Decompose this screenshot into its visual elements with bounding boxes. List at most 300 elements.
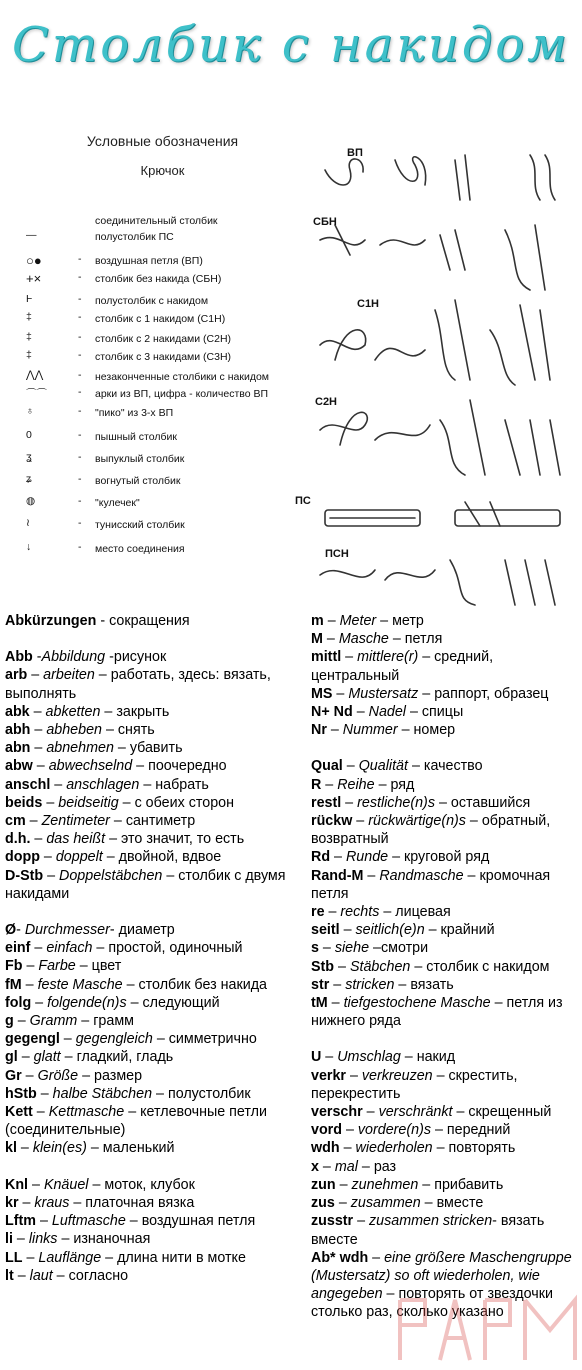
russian-translation: раз — [373, 1158, 397, 1175]
abbreviation-term: arb — [5, 667, 28, 684]
separator: – — [420, 1195, 437, 1212]
german-term: tiefgestochene Masche — [343, 995, 491, 1012]
separator: – — [394, 976, 411, 993]
russian-translation: поочередно — [148, 758, 227, 775]
diagram-label-s1n: С1Н — [357, 298, 380, 310]
diagram-label-psn: ПСН — [325, 548, 349, 560]
separator: – — [102, 849, 119, 866]
abbreviation-term: vord — [311, 1122, 342, 1139]
separator: – — [25, 813, 42, 830]
abbreviation-entry — [5, 648, 301, 666]
separator: – — [368, 1249, 385, 1266]
separator: – — [86, 1140, 103, 1157]
russian-translation: прибавить — [434, 1176, 504, 1193]
separator: – — [105, 831, 122, 848]
spacer — [311, 1030, 579, 1048]
legend-row — [20, 451, 305, 469]
german-term: rechts — [340, 904, 380, 921]
separator: – — [418, 649, 435, 666]
separator: – — [362, 1104, 379, 1121]
abbreviation-term: x — [311, 1158, 319, 1175]
separator: – — [327, 995, 344, 1012]
separator: – — [335, 1176, 352, 1193]
separator: - — [109, 922, 119, 939]
tunisian-icon: ≀ — [26, 517, 30, 529]
abbreviation-entry — [5, 1267, 301, 1285]
russian-translation: средний, центральный — [311, 649, 494, 684]
separator: – — [13, 1013, 30, 1030]
separator: – — [321, 1049, 338, 1066]
stitch-illustrations — [305, 130, 575, 615]
legend-row — [20, 229, 305, 247]
german-term: restliche(n)s — [357, 794, 435, 811]
abbreviation-term: Lftm — [5, 1213, 36, 1230]
arch-icon: ⌒⌒ — [26, 388, 47, 400]
separator: – — [432, 1140, 449, 1157]
russian-translation: длина нити в мотке — [117, 1249, 246, 1266]
separator: – — [78, 1067, 95, 1084]
abbreviation-term: hStb — [5, 1085, 37, 1102]
abbreviations-right-column — [311, 612, 579, 1322]
separator: – — [463, 867, 480, 884]
german-term: Zentimeter — [41, 813, 110, 830]
legend-text: полустолбик с накидом — [95, 295, 209, 307]
abbreviation-term: Rand-M — [311, 867, 364, 884]
abbreviation-term: kr — [5, 1194, 19, 1211]
separator: - — [96, 613, 110, 629]
abbreviation-term: Nr — [311, 722, 327, 739]
russian-translation: столбик без накида — [138, 976, 268, 993]
russian-translation: маленький — [102, 1140, 175, 1157]
separator: – — [57, 1231, 74, 1248]
abbreviation-term: m — [311, 613, 324, 629]
sunken-icon: ʑ — [26, 473, 32, 485]
abbreviation-term: abn — [5, 740, 31, 757]
russian-translation: раппорт, образец — [434, 685, 549, 702]
chain-loop-icon: ○● — [26, 253, 42, 268]
separator: – — [334, 1195, 351, 1212]
separator: – — [418, 1176, 435, 1193]
legend-dash: - — [78, 271, 82, 283]
russian-translation: закрыть — [116, 703, 170, 720]
russian-translation: симметрично — [168, 1031, 257, 1048]
separator: - — [32, 649, 42, 666]
separator: – — [431, 1122, 447, 1139]
half-dc-icon: Ⱶ — [26, 293, 33, 305]
legend-dash: - — [78, 405, 82, 417]
german-term: feste Masche — [37, 976, 123, 993]
separator: – — [29, 703, 46, 720]
german-term: einfach — [46, 940, 93, 957]
abbreviation-term: Abb — [5, 649, 33, 666]
abbreviation-entry — [5, 848, 301, 866]
abbreviation-entry — [311, 1048, 579, 1066]
german-term: zusammen stricken — [369, 1213, 493, 1230]
separator: – — [39, 849, 56, 866]
legend-text: воздушная петля (ВП) — [95, 255, 203, 267]
russian-translation: согласно — [68, 1267, 129, 1284]
abbreviation-term: wdh — [311, 1140, 340, 1157]
separator: – — [31, 994, 48, 1011]
russian-translation: скрестить, перекрестить — [311, 1067, 518, 1102]
abbreviation-term: verkr — [311, 1067, 346, 1084]
german-term: Farbe — [38, 958, 76, 975]
russian-translation: качество — [423, 758, 483, 775]
russian-translation: накид — [416, 1049, 456, 1066]
separator: – — [374, 776, 391, 793]
german-term: beidseitig — [58, 794, 119, 811]
abbreviation-entry — [5, 1085, 301, 1103]
legend-dash: - — [78, 541, 82, 553]
separator: - — [492, 1213, 501, 1230]
german-term: Randmasche — [379, 867, 464, 884]
abbreviation-entry — [5, 976, 301, 994]
separator: – — [353, 1213, 370, 1230]
separator: – — [122, 976, 139, 993]
abbreviation-term: kl — [5, 1140, 17, 1157]
abbreviation-term: Gr — [5, 1067, 22, 1084]
legend-dash: - — [78, 473, 82, 485]
separator: – — [388, 631, 405, 648]
separator: – — [424, 922, 441, 939]
abbreviation-term: zun — [311, 1176, 336, 1193]
legend-dash: - — [78, 331, 82, 343]
legend-text: арки из ВП, цифра - количество ВП — [95, 388, 269, 400]
separator: – — [21, 1067, 38, 1084]
plus-x-icon: +× — [26, 271, 42, 286]
legend-row — [20, 271, 305, 289]
separator: – — [22, 958, 39, 975]
legend-text: тунисский столбик — [95, 519, 185, 531]
separator: – — [59, 1031, 76, 1048]
legend-text: пышный столбик — [95, 431, 177, 443]
german-term: eine größere Maschengruppe (Mustersatz) so oft wiederholen, wie angegeben — [311, 1249, 572, 1303]
separator: – — [376, 613, 393, 629]
german-term: folgende(n)s — [47, 994, 127, 1011]
separator: – — [410, 958, 427, 975]
separator: – — [77, 1013, 94, 1030]
abbreviation-entry — [311, 921, 579, 939]
puff-icon: 0 — [26, 429, 32, 441]
diagram-label-s2n: С2Н — [315, 396, 338, 408]
separator: – — [22, 1249, 39, 1266]
german-term: glatt — [33, 1049, 61, 1066]
abbreviation-entry — [311, 1176, 579, 1194]
russian-translation: крайний — [440, 922, 495, 939]
separator: – — [324, 904, 341, 921]
abbreviation-term: gl — [5, 1049, 18, 1066]
abbreviation-entry — [5, 1103, 301, 1139]
russian-translation: моток, клубок — [104, 1176, 195, 1193]
german-term: Runde — [345, 849, 389, 866]
abbreviation-term: tM — [311, 995, 328, 1012]
abbreviation-term: verschr — [311, 1104, 363, 1121]
russian-translation: номер — [413, 722, 456, 739]
german-term: Nummer — [342, 722, 398, 739]
separator: – — [30, 740, 47, 757]
russian-translation: кетлевочные петли (соединительные) — [5, 1104, 267, 1139]
separator: – — [13, 1267, 30, 1284]
abbreviation-entry — [311, 757, 579, 775]
legend-text: место соединения — [95, 543, 185, 555]
german-term: Reihe — [337, 776, 375, 793]
separator: – — [382, 1286, 399, 1303]
separator: – — [32, 1104, 49, 1121]
russian-translation: сантиметр — [125, 813, 196, 830]
abbreviation-entry — [5, 757, 301, 775]
join-icon: ↓ — [26, 541, 32, 553]
separator: – — [43, 867, 60, 884]
separator: – — [397, 722, 414, 739]
separator: – — [18, 1194, 35, 1211]
legend-dash: - — [78, 517, 82, 529]
abbreviation-entry — [5, 794, 301, 812]
abbreviation-entry — [5, 1139, 301, 1157]
stitch-diagrams — [295, 130, 575, 615]
separator: – — [30, 831, 47, 848]
legend-subheading: Крючок — [140, 163, 185, 178]
abbreviation-entry — [311, 776, 579, 794]
german-term: arbeiten — [43, 667, 95, 684]
legend-row — [20, 331, 305, 349]
russian-translation: передний — [446, 1122, 511, 1139]
abbreviation-entry — [311, 812, 579, 848]
russian-translation: ряд — [390, 776, 415, 793]
abbreviation-term: Abkürzungen — [5, 613, 97, 629]
abbreviation-entry — [5, 1048, 301, 1066]
separator: – — [341, 794, 358, 811]
watermark-logo — [390, 1290, 580, 1368]
abbreviation-term: beids — [5, 794, 43, 811]
separator: – — [352, 704, 369, 721]
abbreviation-term: rückw — [311, 813, 353, 830]
separator: – — [388, 849, 405, 866]
abbreviation-term: Ø — [5, 922, 17, 939]
abbreviation-entry — [311, 794, 579, 812]
page-title: Столбик с накидом — [12, 17, 570, 73]
separator: – — [341, 649, 358, 666]
abbreviation-term: M — [311, 631, 323, 648]
separator: – — [50, 776, 67, 793]
abbreviation-term: Rd — [311, 849, 331, 866]
abbreviation-entry — [5, 994, 301, 1012]
abbreviation-term: einf — [5, 940, 31, 957]
abbreviation-entry — [311, 1212, 579, 1248]
russian-translation: кромочная петля — [311, 867, 551, 902]
german-term: klein(es) — [32, 1140, 87, 1157]
abbreviation-term: gegengl — [5, 1031, 60, 1048]
separator: – — [42, 794, 59, 811]
abbreviation-entry — [311, 1103, 579, 1121]
russian-translation: повторять от звездочки столько раз, сколько указано — [311, 1286, 553, 1321]
german-term: laut — [29, 1267, 53, 1284]
separator: – — [432, 1067, 449, 1084]
russian-translation: грамм — [93, 1013, 134, 1030]
abbreviation-entry — [311, 630, 579, 648]
separator: – — [329, 976, 346, 993]
legend-text: вогнутый столбик — [95, 475, 181, 487]
separator: – — [339, 922, 356, 939]
separator: – — [21, 976, 38, 993]
separator: – — [452, 1104, 469, 1121]
german-term: halbe Stäbchen — [52, 1085, 153, 1102]
abbreviation-term: zus — [311, 1195, 335, 1212]
separator: – — [126, 994, 143, 1011]
separator: – — [94, 667, 111, 684]
legend-row — [20, 429, 305, 447]
russian-translation: цвет — [91, 958, 122, 975]
separator: – — [125, 1213, 142, 1230]
separator: – — [12, 1231, 29, 1248]
separator: – — [16, 1140, 33, 1157]
legend-row — [20, 541, 305, 559]
german-term: wiederholen — [355, 1140, 433, 1157]
separator: – — [357, 1158, 374, 1175]
separator: – — [124, 1104, 141, 1121]
abbreviation-entry — [5, 1249, 301, 1267]
separator: – — [490, 995, 507, 1012]
separator: – — [152, 1085, 168, 1102]
russian-translation: убавить — [129, 740, 183, 757]
russian-translation: с обеих сторон — [134, 794, 235, 811]
russian-translation: обратный, возвратный — [311, 813, 551, 848]
legend-dash: - — [78, 429, 82, 441]
abbreviation-entry — [5, 830, 301, 848]
abbreviation-term: s — [311, 940, 319, 957]
german-term: abketten — [45, 703, 101, 720]
abbreviation-entry — [5, 776, 301, 794]
spacer — [311, 739, 579, 757]
russian-translation: вязать — [410, 976, 454, 993]
russian-translation: диаметр — [118, 922, 175, 939]
abbreviation-entry — [5, 1212, 301, 1230]
separator: – — [363, 867, 380, 884]
german-term: mittlere(r) — [357, 649, 419, 666]
separator: – — [352, 813, 369, 830]
russian-translation: смотри — [380, 940, 429, 957]
abbreviation-term: anschl — [5, 776, 51, 793]
separator: – — [28, 1176, 44, 1193]
abbreviation-entry — [311, 1139, 579, 1157]
abbreviation-entry — [5, 666, 301, 702]
german-term: kraus — [34, 1194, 70, 1211]
separator: – — [27, 667, 44, 684]
russian-translation: изнаночная — [73, 1231, 151, 1248]
separator: – — [323, 613, 340, 629]
separator: – — [318, 940, 335, 957]
russian-translation: гладкий, гладь — [76, 1049, 174, 1066]
abbreviation-term: Stb — [311, 958, 335, 975]
german-term: rückwärtige(n)s — [368, 813, 466, 830]
russian-translation: простой, одиночный — [108, 940, 243, 957]
russian-translation: полустолбик — [167, 1085, 251, 1102]
spacer — [5, 630, 301, 648]
russian-translation: петля из нижнего ряда — [311, 995, 563, 1030]
legend-text: незаконченные столбики с накидом — [95, 371, 270, 383]
abbreviation-term: dopp — [5, 849, 40, 866]
abbreviation-entry — [5, 1194, 301, 1212]
german-term: vordere(n)s — [357, 1122, 431, 1139]
diagram-label-ps: ПС — [295, 495, 311, 507]
separator: – — [465, 813, 482, 830]
abbreviation-term: seitl — [311, 922, 340, 939]
abbreviation-entry — [311, 1158, 579, 1176]
abbreviation-term: D-Stb — [5, 867, 44, 884]
german-term: abheben — [46, 722, 102, 739]
russian-translation: рисунок — [113, 649, 167, 666]
abbreviation-term: mittl — [311, 649, 342, 666]
german-term: Knäuel — [43, 1176, 89, 1193]
separator: – — [139, 776, 156, 793]
abbreviation-term: re — [311, 904, 325, 921]
dc1-icon: ‡ — [26, 311, 32, 323]
separator: – — [36, 1085, 53, 1102]
abbreviation-entry — [311, 1121, 579, 1139]
russian-translation: оставшийся — [450, 794, 531, 811]
abbreviation-entry — [5, 957, 301, 975]
german-term: doppelt — [55, 849, 103, 866]
abbreviation-entry — [311, 976, 579, 994]
abbreviation-term: fM — [5, 976, 22, 993]
abbreviation-entry — [311, 848, 579, 866]
abbreviation-entry — [5, 1230, 301, 1248]
legend-text: "кулечек" — [95, 497, 140, 509]
separator: – — [109, 813, 126, 830]
abbreviation-term: cm — [5, 813, 26, 830]
abbreviation-entry — [5, 721, 301, 739]
separator: – — [35, 1213, 52, 1230]
legend-text: столбик с 1 накидом (С1Н) — [95, 313, 226, 325]
separator: – — [118, 794, 135, 811]
separator: – — [100, 703, 117, 720]
raised-icon: ʓ — [26, 451, 32, 463]
abbreviation-term: g — [5, 1013, 14, 1030]
german-term: seitlich(e)n — [355, 922, 425, 939]
russian-translation: следующий — [142, 994, 220, 1011]
german-term: Umschlag — [337, 1049, 401, 1066]
separator: – — [322, 631, 339, 648]
separator: – — [334, 958, 350, 975]
separator: – — [379, 904, 396, 921]
abbreviation-term: zusstr — [311, 1213, 354, 1230]
abbreviation-term: abh — [5, 722, 31, 739]
abbreviation-entry — [311, 612, 579, 630]
german-term: Stäbchen — [349, 958, 411, 975]
legend-row — [20, 473, 305, 491]
german-term: zusammen — [350, 1195, 421, 1212]
abbreviation-term: folg — [5, 994, 32, 1011]
german-term: siehe — [334, 940, 370, 957]
legend-heading: Условные обозначения — [86, 133, 239, 149]
german-term: Größe — [37, 1067, 79, 1084]
abbreviation-entry — [5, 612, 301, 630]
legend-dash: - — [78, 253, 82, 265]
russian-translation: лицевая — [395, 904, 451, 921]
legend-row — [20, 253, 305, 271]
abbreviation-entry — [5, 921, 301, 939]
russian-translation: двойной, вдвое — [118, 849, 222, 866]
separator: – — [341, 1122, 358, 1139]
separator: – — [369, 940, 381, 957]
separator: – — [162, 867, 179, 884]
separator: - — [105, 649, 114, 666]
legend-row — [20, 293, 305, 311]
separator: – — [400, 1049, 417, 1066]
separator: – — [434, 794, 451, 811]
russian-translation: столбик с двумя накидами — [5, 867, 286, 902]
german-term: Abbildung — [41, 649, 106, 666]
picot-icon: ♁ — [26, 405, 34, 417]
